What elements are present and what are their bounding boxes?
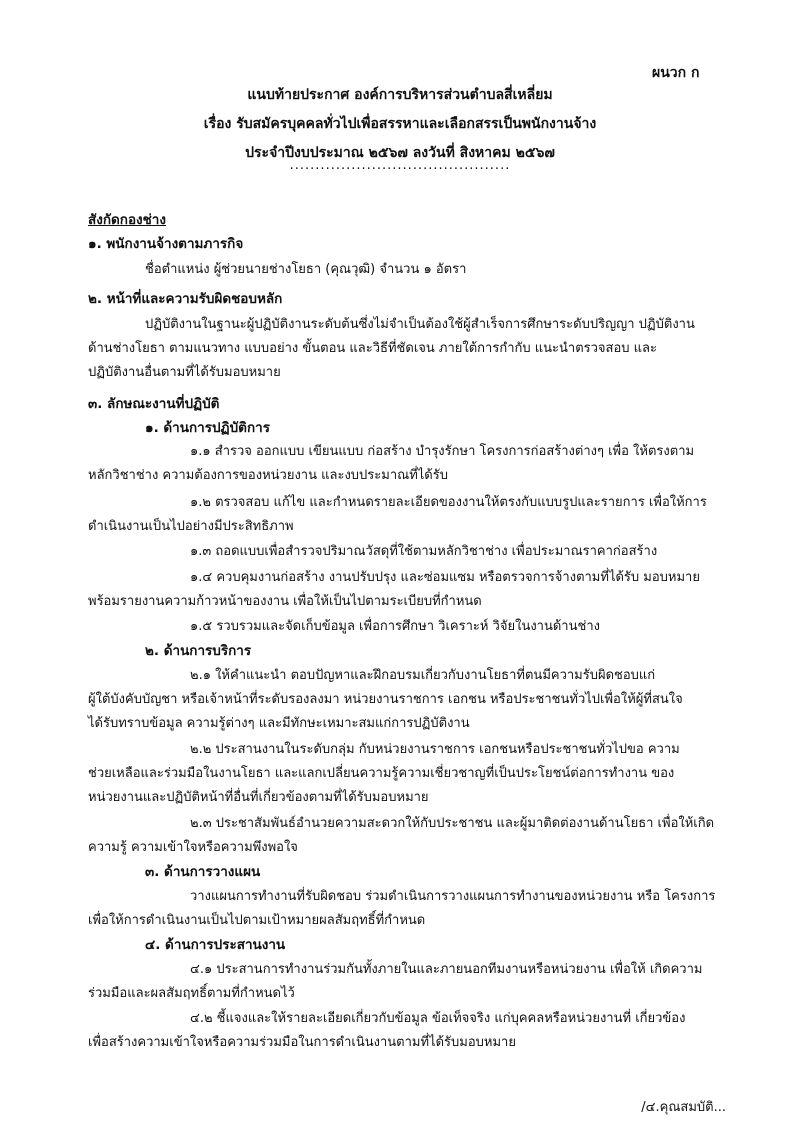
operations-line: ๑.๕ รวบรวมและจัดเก็บข้อมูล เพื่อการศึกษา วิเคราะห์ วิจัยในงานด้านช่าง	[190, 619, 600, 634]
division-heading: สังกัดกองช่าง	[88, 212, 166, 228]
section-1-heading: ๑. พนักงานจ้างตามภารกิจ	[88, 236, 244, 252]
coordination-line: ๔.๑ ประสานการทำงานร่วมกันทั้งภายในและภายนอกทีมงานหรือหน่วยงาน เพื่อให้ เกิดความ	[190, 962, 703, 977]
planning-line: เพื่อให้การดำเนินงานเป็นไปตามเป้าหมายผลสัมฤทธิ์ที่กำหนด	[88, 913, 426, 928]
operations-line: หลักวิชาช่าง ความต้องการของหน่วยงาน และงบประมาณที่ได้รับ	[88, 468, 448, 483]
position-line: ชื่อตำแหน่ง ผู้ช่วยนายช่างโยธา (คุณวุฒิ) จำนวน ๑ อัตรา	[145, 262, 467, 277]
annex-label: ผนวก ก	[652, 65, 700, 81]
coordination-line: ๔.๒ ชี้แจงและให้รายละเอียดเกี่ยวกับข้อมูล ข้อเท็จจริง แก่บุคคลหรือหน่วยงานที่ เกี่ยวข้อง	[190, 1011, 686, 1026]
continuation-note: /๔.คุณสมบัติ...	[641, 1100, 726, 1115]
section-2-line: ด้านช่างโยธา ตามแนวทาง แบบอย่าง ขั้นตอน และวิธีที่ชัดเจน ภายใต้การกำกับ แนะนำตรวจสอบ และ	[88, 341, 657, 356]
section-2-heading: ๒. หน้าที่และความรับผิดชอบหลัก	[88, 291, 283, 307]
header-line-3: ประจำปีงบประมาณ ๒๕๖๗ ลงวันที่ สิงหาคม ๒๕๖๗	[245, 145, 555, 161]
service-line: ความรู้ ความเข้าใจหรือความพึงพอใจ	[88, 840, 298, 855]
coordination-line: ร่วมมือและผลสัมฤทธิ์ตามที่กำหนดไว้	[88, 986, 295, 1001]
service-line: ผู้ใต้บังคับบัญชา หรือเจ้าหน้าที่ระดับรองลงมา หน่วยงานราชการ เอกชน หรือประชาชนทั่วไปเพื่อให้ผู้ที่สนใจ	[88, 692, 683, 707]
section-2-line: ปฏิบัติงานในฐานะผู้ปฏิบัติงานระดับต้นซึ่งไม่จำเป็นต้องใช้ผู้สำเร็จการศึกษาระดับปริญญา ปฏิบัติงาน	[145, 317, 695, 332]
header-line-1: แนบท้ายประกาศ องค์การบริหารส่วนตำบลสี่เหลี่ยม	[247, 87, 553, 103]
service-line: ๒.๑ ให้คำแนะนำ ตอบปัญหาและฝึกอบรมเกี่ยวกับงานโยธาที่ตนมีความรับผิดชอบแก่	[190, 668, 656, 683]
service-line: ๒.๒ ประสานงานในระดับกลุ่ม กับหน่วยงานราชการ เอกชนหรือประชาชนทั่วไปขอ ความ	[190, 742, 680, 757]
operations-line: ๑.๑ สำรวจ ออกแบบ เขียนแบบ ก่อสร้าง บำรุงรักษา โครงการก่อสร้างต่างๆ เพื่อ ให้ตรงตาม	[190, 444, 695, 459]
sub-heading-planning: ๓. ด้านการวางแผน	[145, 864, 261, 880]
sub-heading-operations: ๑. ด้านการปฏิบัติการ	[145, 420, 270, 436]
service-line: ช่วยเหลือและร่วมมือในงานโยธา และแลกเปลี่ยนความรู้ความเชี่ยวชาญที่เป็นประโยชน์ต่อการทำงาน ของ	[88, 766, 675, 781]
planning-line: วางแผนการทำงานที่รับผิดชอบ ร่วมดำเนินการวางแผนการทำงานของหน่วยงาน หรือ โครงการ	[190, 889, 716, 904]
service-line: ได้รับทราบข้อมูล ความรู้ต่างๆ และมีทักษะเหมาะสมแก่การปฏิบัติงาน	[88, 716, 470, 731]
sub-heading-coordination: ๔. ด้านการประสานงาน	[145, 937, 286, 953]
operations-line: ๑.๓ ถอดแบบเพื่อสำรวจปริมาณวัสดุที่ใช้ตามหลักวิชาช่าง เพื่อประมาณราคาก่อสร้าง	[190, 544, 658, 559]
section-3-heading: ๓. ลักษณะงานที่ปฏิบัติ	[88, 396, 220, 412]
operations-line: ๑.๔ ควบคุมงานก่อสร้าง งานปรับปรุง และซ่อมแซม หรือตรวจการจ้างตามที่ได้รับ มอบหมาย	[190, 570, 700, 585]
service-line: ๒.๓ ประชาสัมพันธ์อำนวยความสะดวกให้กับประชาชน และผู้มาติดต่องานด้านโยธา เพื่อให้เกิด	[190, 816, 715, 831]
operations-line: พร้อมรายงานความก้าวหน้าของงาน เพื่อให้เป็นไปตามระเบียบที่กำหนด	[88, 594, 482, 609]
service-line: หน่วยงานและปฏิบัติหน้าที่อื่นที่เกี่ยวข้องตามที่ได้รับมอบหมาย	[88, 790, 429, 805]
section-2-line: ปฏิบัติงานอื่นตามที่ได้รับมอบหมาย	[88, 365, 281, 380]
header-line-2: เรื่อง รับสมัครบุคคลทั่วไปเพื่อสรรหาและเลือกสรรเป็นพนักงานจ้าง	[203, 116, 597, 132]
operations-line: ดำเนินงานเป็นไปอย่างมีประสิทธิภาพ	[88, 519, 294, 534]
sub-heading-service: ๒. ด้านการบริการ	[145, 643, 252, 659]
header-separator: ...........................................	[289, 158, 511, 173]
operations-line: ๑.๒ ตรวจสอบ แก้ไข และกำหนดรายละเอียดของงานให้ตรงกับแบบรูปและรายการ เพื่อให้การ	[190, 495, 707, 510]
coordination-line: เพื่อสร้างความเข้าใจหรือความร่วมมือในการดำเนินงานตามที่ได้รับมอบหมาย	[88, 1035, 516, 1050]
